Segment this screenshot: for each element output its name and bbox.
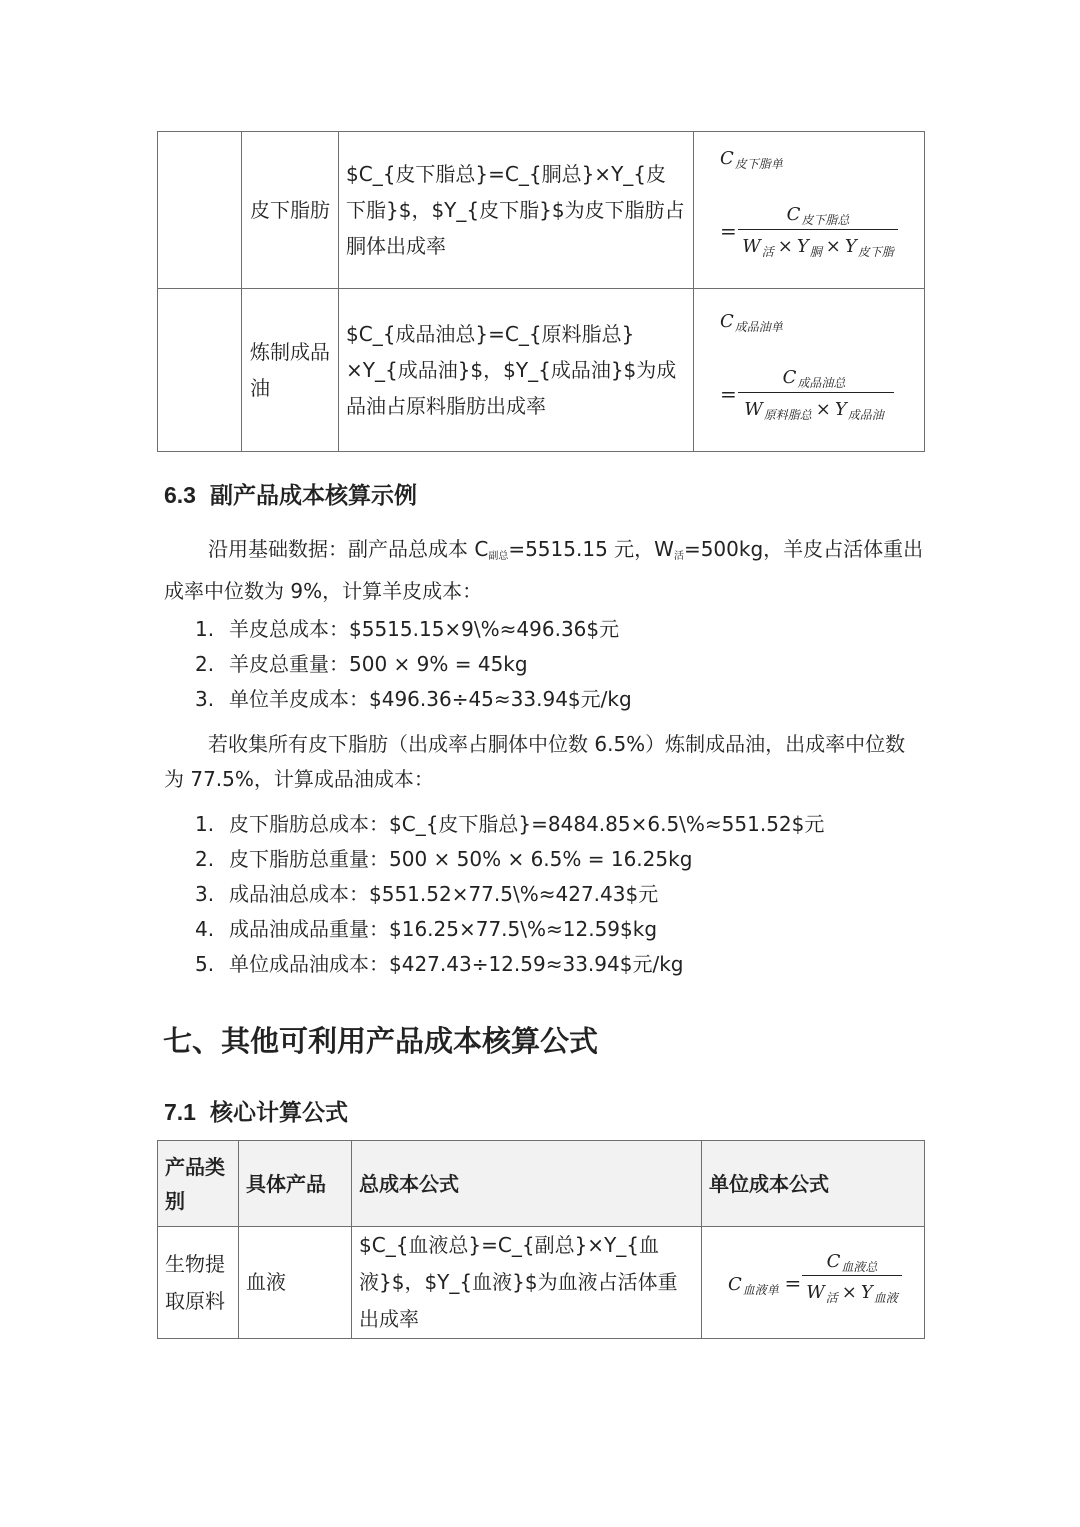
variable-subscript: 活 xyxy=(825,1290,838,1305)
formula-equals: = xyxy=(720,219,737,243)
unit-formula xyxy=(694,132,924,288)
variable: W xyxy=(806,1281,825,1303)
formula-denominator xyxy=(802,1282,902,1309)
section-heading-6-3: 6.3 副产品成本核算示例 xyxy=(164,482,417,509)
formula-denominator xyxy=(724,399,904,426)
numbered-list xyxy=(195,807,824,982)
operator: × xyxy=(777,236,793,257)
category-cell xyxy=(158,132,242,289)
variable-subscript: 活 xyxy=(761,245,774,259)
table-row xyxy=(158,1227,925,1339)
list-item: 5. 单位成品油成本：$427.43÷12.59≈33.94$元/kg xyxy=(195,952,684,976)
variable: W xyxy=(744,399,763,420)
variable: Y xyxy=(834,399,847,420)
total-formula-cell: $C_{血液总}=C_{副总}×Y_{血液}$，$Y_{血液}$为血液占活体重出成率 xyxy=(352,1227,702,1339)
formula-equals: = xyxy=(720,382,737,406)
category-cell xyxy=(158,289,242,452)
paragraph: 沿用基础数据：副产品总成本 C副总=5515.15 元，W活=500kg，羊皮占活体重出成率中位数为 9%，计算羊皮成本： xyxy=(164,537,924,603)
variable: Y xyxy=(860,1281,873,1303)
formula-numerator: $C_{血液总}$ xyxy=(826,1250,878,1274)
formula-lhs: $C_{血液单}$ = xyxy=(728,1270,802,1297)
fraction-bar xyxy=(738,229,898,230)
formula-numerator: $C_{成品油总}$ xyxy=(782,367,846,390)
column-header: 具体产品 xyxy=(239,1141,352,1227)
table-row xyxy=(158,289,925,452)
variable-subscript: 原料脂总 xyxy=(763,408,812,422)
formula-numerator: $C_{皮下脂总}$ xyxy=(786,204,850,227)
category-cell: 生物提取原料 xyxy=(158,1227,239,1339)
core-formula-table xyxy=(157,1140,925,1339)
product-cell: 皮下脂肪 xyxy=(242,132,339,289)
fraction-bar xyxy=(738,392,894,393)
product-cell: 血液 xyxy=(239,1227,352,1339)
operator: × xyxy=(825,236,841,257)
variable: Y xyxy=(844,236,857,257)
section-heading-7-1: 7.1 核心计算公式 xyxy=(164,1099,348,1126)
variable-subscript: 胴 xyxy=(809,245,822,259)
variable: W xyxy=(742,236,761,257)
table-row xyxy=(158,132,925,289)
chapter-heading-7: 七、其他可利用产品成本核算公式 xyxy=(163,1024,599,1058)
column-header: 总成本公式 xyxy=(352,1141,702,1227)
fraction-bar xyxy=(802,1275,902,1276)
formula-lhs: $C_{成品油单}$ xyxy=(720,311,783,334)
list-item: 1. 羊皮总成本：$5515.15×9\%≈496.36$元 xyxy=(195,617,620,641)
list-item: 4. 成品油成品重量：$16.25×77.5\%≈12.59$kg xyxy=(195,917,658,941)
formula-denominator xyxy=(720,236,916,263)
table-header-row xyxy=(158,1141,925,1227)
total-formula-cell: $C_{皮下脂总}=C_{胴总}×Y_{皮下脂}$，$Y_{皮下脂}$为皮下脂肪占胴体出成率 xyxy=(339,132,694,289)
product-cell: 炼制成品油 xyxy=(242,289,339,452)
total-formula-cell: $C_{成品油总}=C_{原料脂总}×Y_{成品油}$，$Y_{成品油}$为成品油占原料脂肪出成率 xyxy=(339,289,694,452)
column-header: 产品类别 xyxy=(158,1141,239,1227)
list-item: 2. 皮下脂肪总重量：500 × 50% × 6.5% = 16.25kg xyxy=(195,847,693,871)
list-item: 3. 成品油总成本：$551.52×77.5\%≈427.43$元 xyxy=(195,882,659,906)
cost-formula-table-continued xyxy=(157,131,925,452)
list-item: 2. 羊皮总重量：500 × 9% = 45kg xyxy=(195,652,528,676)
unit-formula-cell xyxy=(694,289,925,452)
unit-formula-cell xyxy=(694,132,925,289)
unit-formula-cell xyxy=(702,1227,925,1339)
operator: × xyxy=(841,1281,857,1303)
operator: × xyxy=(815,399,831,420)
unit-formula xyxy=(702,1235,924,1331)
list-item: 3. 单位羊皮成本：$496.36÷45≈33.94$元/kg xyxy=(195,687,632,711)
variable: Y xyxy=(796,236,809,257)
list-item: 1. 皮下脂肪总成本：$C_{皮下脂总}=8484.85×6.5\%≈551.52$元 xyxy=(195,812,825,836)
column-header: 单位成本公式 xyxy=(702,1141,925,1227)
unit-formula xyxy=(694,289,924,451)
numbered-list xyxy=(195,612,632,717)
formula-lhs: $C_{皮下脂单}$ xyxy=(720,148,783,171)
variable-subscript: 血液 xyxy=(873,1290,898,1305)
variable-subscript: 皮下脂 xyxy=(857,245,894,259)
paragraph: 若收集所有皮下脂肪（出成率占胴体中位数 6.5%）炼制成品油，出成率中位数为 77.5%，计算成品油成本： xyxy=(164,732,906,791)
variable-subscript: 成品油 xyxy=(847,408,884,422)
